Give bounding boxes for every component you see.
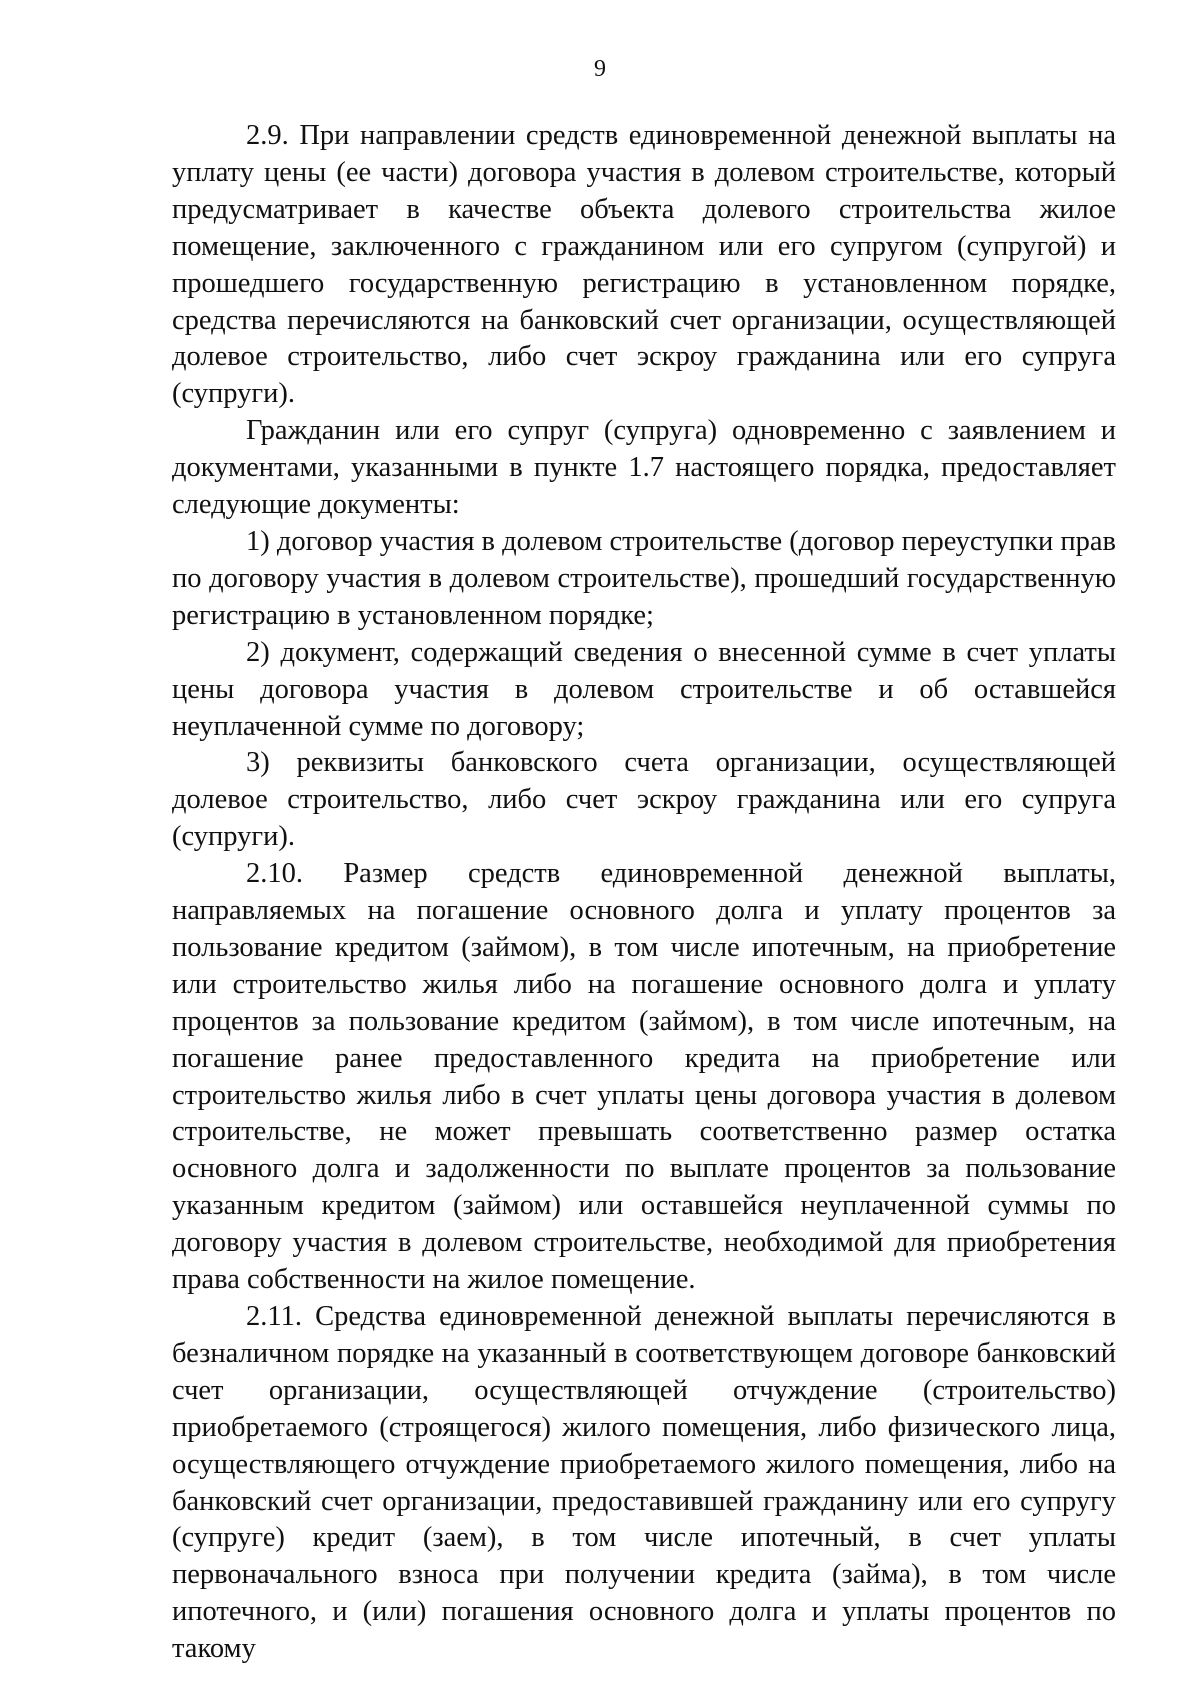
paragraph-2-9: 2.9. При направлении средств единовременной денежной выплаты на уплату цены (ее части) договора участия в долевом строительстве, который предусматривает в качестве объекта долевого строительства жилое помещение, заключенного с гражданином или его супругом (супругой) и прошедшего государственную регистрацию в установленном порядке, средства перечисляются на банковский счет организации, осуществляющей долевое строительство, либо счет эскроу гражданина или его супруга (супруги). (172, 120, 1116, 410)
document-body (172, 118, 1116, 1668)
list-item-1: 1) договор участия в долевом строительстве (договор переуступки прав по договору участия в долевом строительстве), прошедший государственную регистрацию в установленном порядке; (172, 525, 1116, 631)
paragraph-2-10: 2.10. Размер средств единовременной денежной выплаты, направляемых на погашение основного долга и уплату процентов за пользование кредитом (займом), в том числе ипотечным, на приобретение или строительство жилья либо на погашение основного долга и уплату процентов за пользование кредитом (займом), в том числе ипотечным, на погашение ранее предоставленного кредита на приобретение или строительство жилья либо в счет уплаты цены договора участия в долевом строительстве, не может превышать соответственно размер остатка основного долга и задолженности по выплате процентов за пользование указанным кредитом (займом) или оставшейся неуплаченной суммы по договору участия в долевом строительстве, необходимой для приобретения права собственности на жилое помещение. (172, 858, 1116, 1296)
list-item-3: 3) реквизиты банковского счета организации, осуществляющей долевое строительство, либо счет эскроу гражданина или его супруга (супруги). (172, 747, 1116, 853)
paragraph-2-11: 2.11. Средства единовременной денежной выплаты перечисляются в безналичном порядке на указанный в соответствующем договоре банковский счет организации, осуществляющей отчуждение (строительство) приобретаемого (строящегося) жилого помещения, либо физического лица, осуществляющего отчуждение приобретаемого жилого помещения, либо на банковский счет организации, предоставившей гражданину или его супругу (супруге) кредит (заем), в том числе ипотечный, в счет уплаты первоначального взноса при получении кредита (займа), в том числе ипотечного, и (или) погашения основного долга и уплаты процентов по такому (172, 1301, 1116, 1665)
page-number: 9 (594, 56, 606, 82)
paragraph-documents-intro: Гражданин или его супруг (супруга) одновременно с заявлением и документами, указанными в пункте 1.7 настоящего порядка, предоставляет следующие документы: (172, 415, 1116, 521)
list-item-2: 2) документ, содержащий сведения о внесенной сумме в счет уплаты цены договора участия в долевом строительстве и об оставшейся неуплаченной сумме по договору; (172, 636, 1116, 742)
